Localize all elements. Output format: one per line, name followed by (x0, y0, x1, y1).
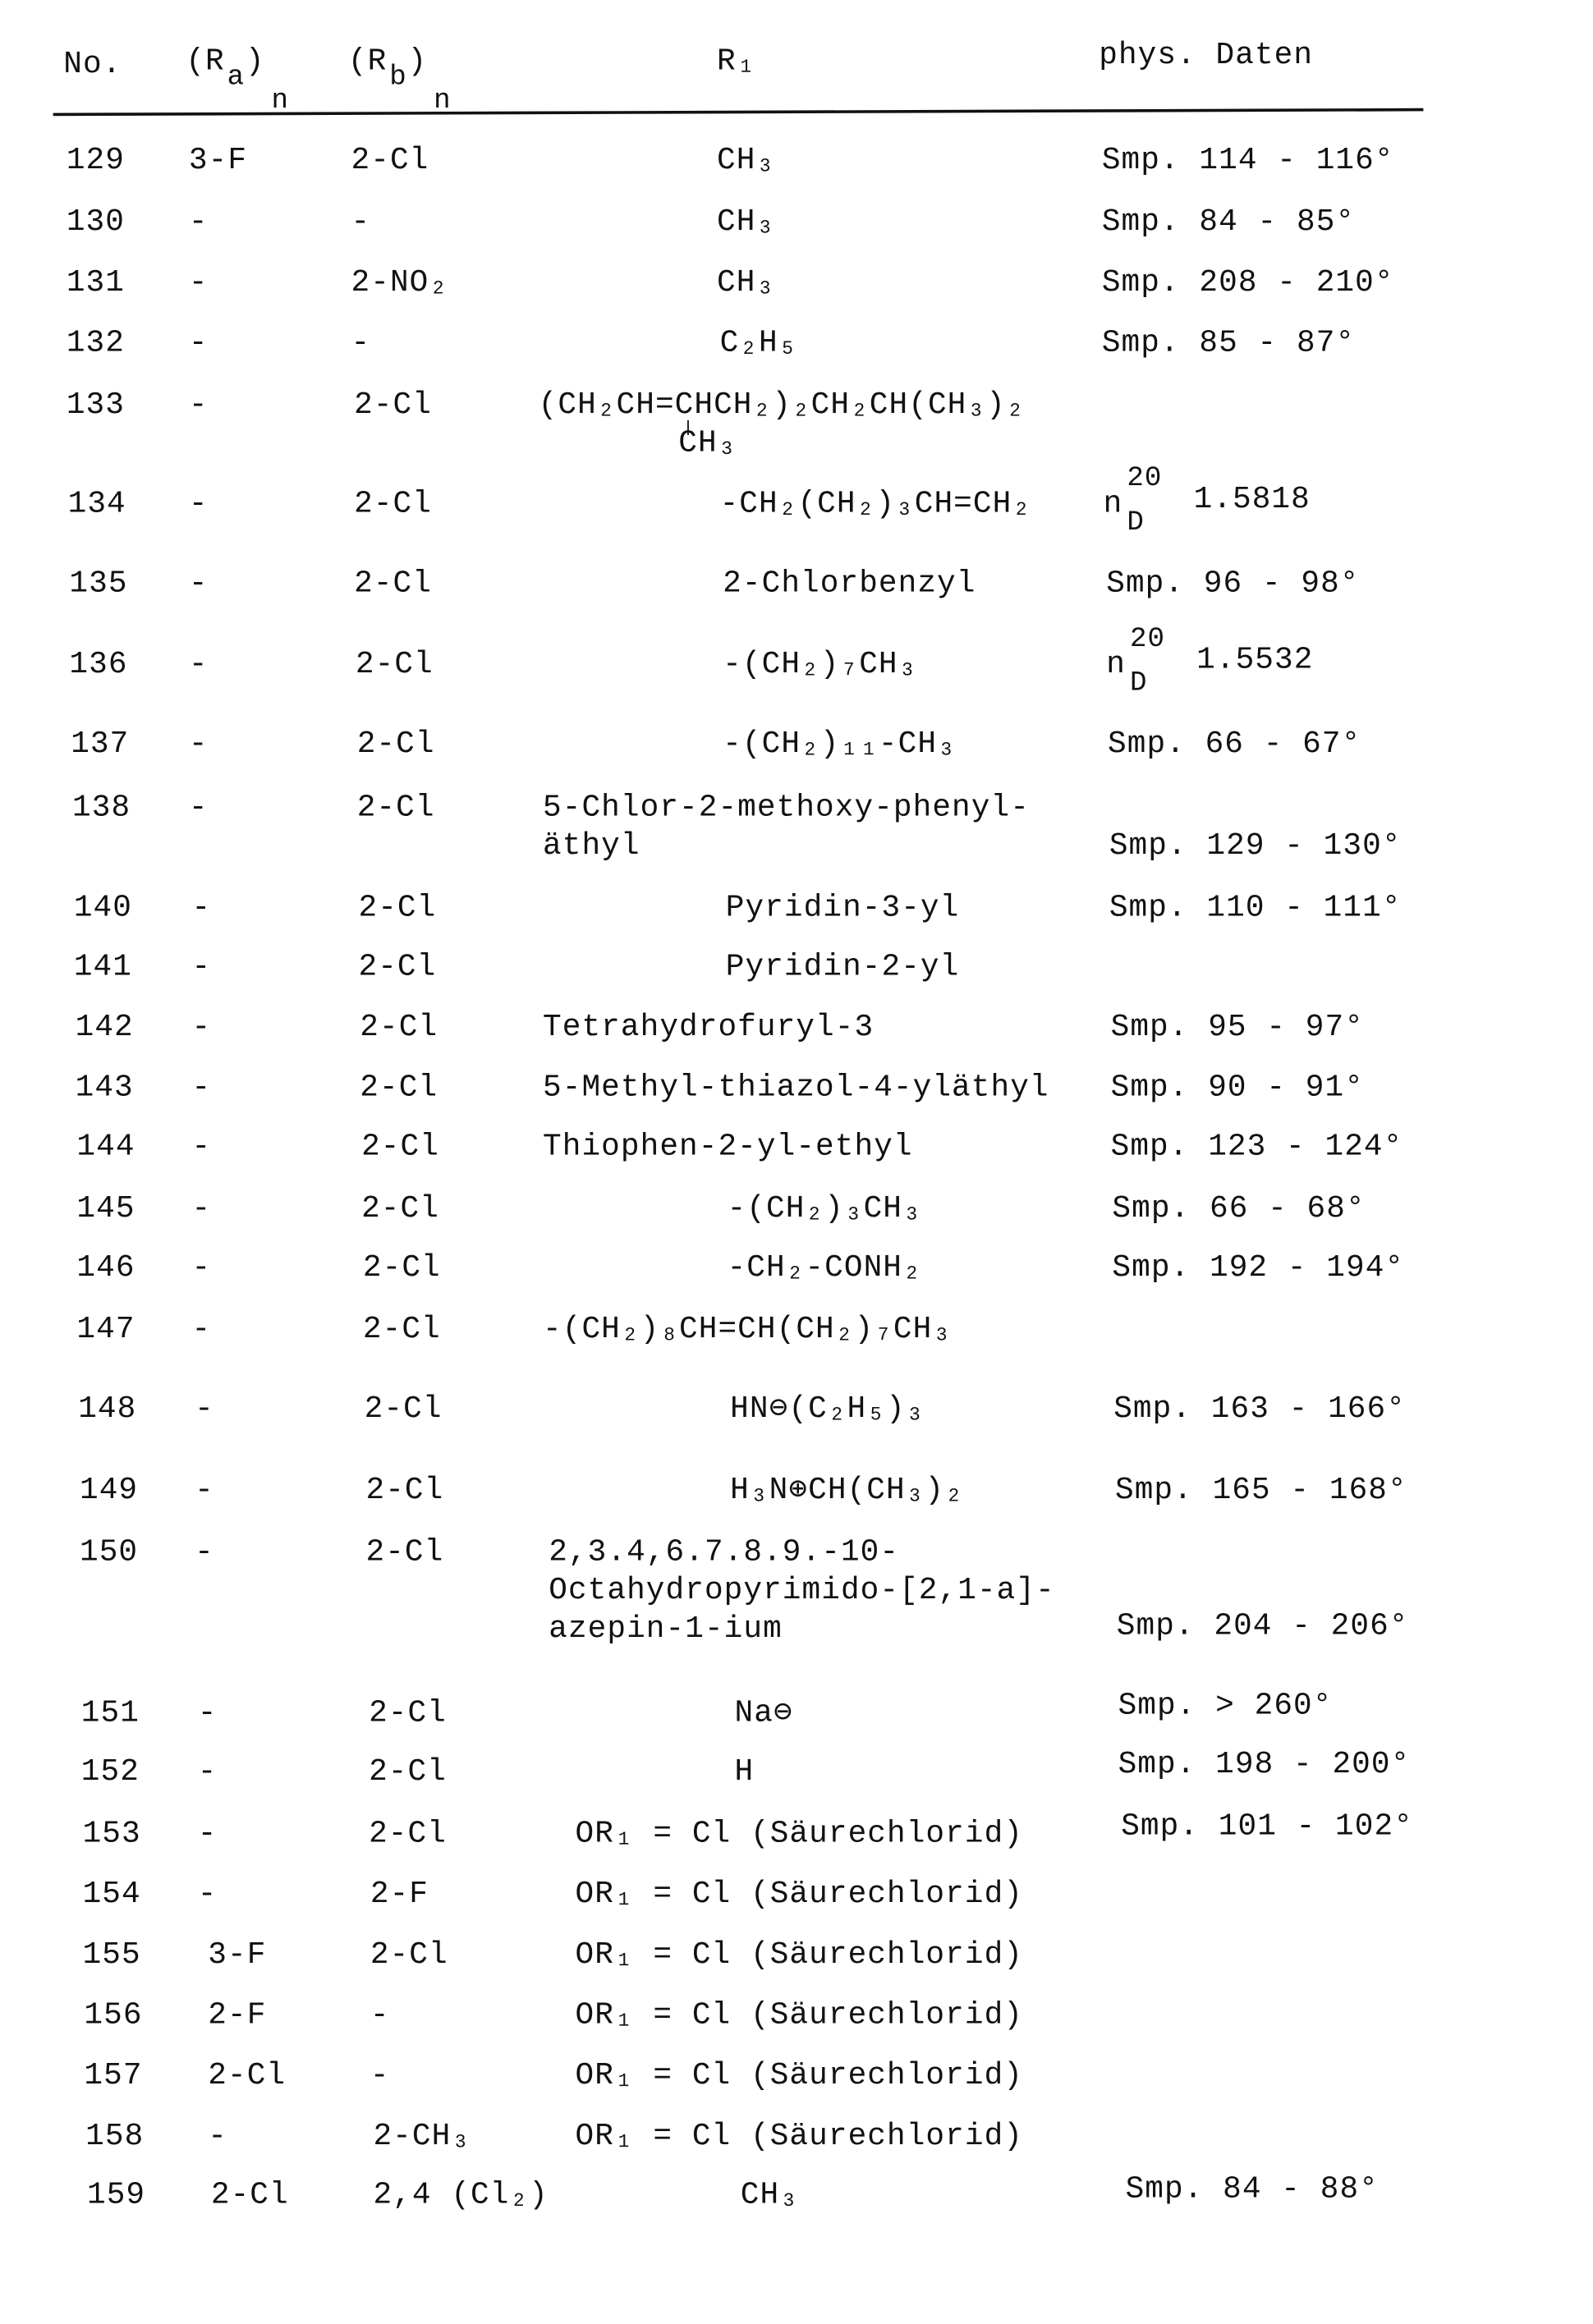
header-phys: phys. Daten (1099, 39, 1313, 77)
compound-number: 149 (80, 1474, 138, 1512)
compound-number: 151 (81, 1696, 140, 1735)
compound-number: 154 (83, 1877, 141, 1916)
rb-substituent: 2-Cl (363, 1250, 441, 1289)
header-ra-n: n (272, 89, 290, 112)
ra-substituent: - (192, 891, 212, 929)
r1-group: Octahydropyrimido-[2,1-a]- (549, 1574, 1055, 1612)
r1-group: äthyl (543, 829, 640, 868)
rb-substituent: - (351, 205, 371, 244)
ra-substituent: 2-Cl (211, 2178, 289, 2216)
ra-substituent: - (198, 1696, 218, 1735)
rb-substituent: 2-Cl (365, 1535, 443, 1574)
physical-data: Smp. 129 - 130° (1109, 829, 1402, 868)
rb-substituent: 2-Cl (369, 1817, 447, 1855)
rb-substituent: 2-Cl (354, 487, 432, 525)
compound-number: 143 (76, 1070, 134, 1109)
rb-substituent: 2,4 (Cl₂) (373, 2178, 548, 2216)
r1-group: C₂H₅ (720, 326, 798, 364)
ra-substituent: - (192, 1191, 212, 1230)
rb-substituent: - (351, 326, 371, 364)
ra-substituent: - (189, 387, 209, 426)
ra-substituent: - (189, 326, 209, 364)
ra-substituent: - (192, 950, 212, 988)
r1-group: OR₁ = Cl (Säurechlorid) (576, 1998, 1023, 2037)
physical-data: Smp. 101 - 102° (1121, 1809, 1413, 1848)
nd-value: 1.5532 (1196, 644, 1313, 678)
r1-group: 2,3.4,6.7.8.9.-10- (549, 1535, 899, 1574)
r1-group: CH₃ (678, 426, 737, 465)
compound-number: 142 (76, 1010, 134, 1048)
physical-data: Smp. 66 - 68° (1112, 1191, 1365, 1230)
rb-substituent: 2-Cl (359, 891, 437, 929)
rb-substituent: - (370, 1998, 390, 2037)
rb-substituent: 2-Cl (365, 1392, 443, 1431)
compound-number: 137 (71, 727, 129, 766)
rb-substituent: 2-Cl (354, 566, 432, 605)
compound-number: 153 (83, 1817, 141, 1855)
r1-group: H₃N⊕CH(CH₃)₂ (730, 1474, 964, 1512)
compound-number: 157 (84, 2059, 142, 2097)
rb-substituent: 2-F (370, 1877, 429, 1916)
r1-group: CH₃ (717, 265, 775, 304)
compound-number: 144 (76, 1130, 135, 1168)
nd-line: D (1130, 670, 1148, 696)
rb-substituent: 2-Cl (369, 1755, 447, 1794)
rb-substituent: 2-Cl (369, 1696, 447, 1735)
r1-group: OR₁ = Cl (Säurechlorid) (576, 2119, 1023, 2157)
compound-number: 147 (76, 1313, 135, 1351)
ra-substituent: - (192, 1313, 212, 1351)
rb-substituent: 2-Cl (356, 648, 434, 686)
header-ra-sub: a (227, 65, 246, 89)
rb-substituent: 2-Cl (370, 1937, 448, 1976)
compound-number: 133 (67, 387, 125, 426)
r1-group: azepin-1-ium (549, 1611, 783, 1650)
rb-substituent: 2-Cl (360, 1070, 438, 1109)
header-no: No. (63, 47, 122, 85)
r1-group: -CH₂(CH₂)₃CH=CH₂ (720, 487, 1031, 525)
ra-substituent: - (198, 1817, 218, 1855)
ra-substituent: - (189, 648, 209, 686)
physical-data: Smp. 110 - 111° (1109, 891, 1402, 929)
compound-number: 159 (87, 2178, 145, 2216)
ra-substituent: 3-F (189, 143, 247, 181)
nd-n: n (1106, 649, 1126, 682)
ra-substituent: - (189, 727, 209, 766)
physical-data: Smp. 85 - 87° (1102, 326, 1355, 364)
r1-group: 5-Chlor-2-methoxy-phenyl- (543, 791, 1030, 829)
compound-number: 136 (69, 648, 127, 686)
refractive-index (1106, 643, 1313, 681)
compound-number: 145 (76, 1191, 135, 1230)
r1-group: H (735, 1755, 755, 1794)
ra-substituent: - (195, 1392, 214, 1431)
r1-group: OR₁ = Cl (Säurechlorid) (576, 2059, 1023, 2097)
compound-number: 152 (81, 1755, 140, 1794)
compound-number: 138 (72, 791, 131, 829)
physical-data: Smp. 96 - 98° (1106, 566, 1359, 605)
header-ra-close: ) (246, 46, 265, 80)
ra-substituent: - (198, 1755, 218, 1794)
physical-data: Smp. 66 - 67° (1108, 727, 1361, 766)
physical-data: Smp. 84 - 85° (1102, 205, 1355, 244)
r1-group: HN⊖(C₂H₅)₃ (730, 1392, 925, 1431)
nd-temperature: 20 (1127, 465, 1162, 491)
ra-substituent: 3-F (208, 1937, 266, 1976)
ra-substituent: - (195, 1535, 214, 1574)
nd-temperature: 20 (1130, 626, 1165, 652)
r1-group: OR₁ = Cl (Säurechlorid) (576, 1817, 1023, 1855)
ra-substituent: - (189, 487, 209, 525)
r1-group: (CH₂CH=CHCH₂)₂CH₂CH(CH₃)₂ (539, 387, 1026, 426)
ra-substituent: 2-F (208, 1998, 266, 2037)
header-rb (348, 44, 427, 83)
header-r1: R₁ (717, 44, 755, 83)
header-rb-n: n (434, 89, 452, 112)
r1-group: Tetrahydrofuryl-3 (543, 1010, 874, 1048)
physical-data: Smp. 84 - 88° (1126, 2172, 1379, 2211)
physical-data: Smp. 123 - 124° (1111, 1130, 1403, 1168)
rb-substituent: 2-NO₂ (351, 265, 449, 304)
physical-data: Smp. 114 - 116° (1102, 143, 1394, 181)
ra-substituent: - (192, 1010, 212, 1048)
r1-group: -(CH₂)₁₁-CH₃ (723, 727, 957, 766)
rb-substituent: 2-Cl (354, 387, 432, 426)
rb-substituent: 2-Cl (359, 950, 437, 988)
ra-substituent: - (208, 2119, 227, 2157)
compound-number: 131 (67, 265, 125, 304)
r1-group: -CH₂-CONH₂ (728, 1250, 922, 1289)
rb-substituent: 2-Cl (357, 727, 435, 766)
ra-substituent: - (189, 566, 209, 605)
physical-data: Smp. 165 - 168° (1115, 1474, 1407, 1512)
ra-substituent: - (192, 1070, 212, 1109)
r1-group: 2-Chlorbenzyl (723, 566, 976, 605)
compound-number: 150 (80, 1535, 138, 1574)
refractive-index (1104, 482, 1311, 520)
physical-data: Smp. 90 - 91° (1111, 1070, 1364, 1109)
physical-data: Smp. 192 - 194° (1112, 1250, 1404, 1289)
rb-substituent: 2-Cl (351, 143, 429, 181)
ra-substituent: - (198, 1877, 218, 1916)
compound-number: 140 (74, 891, 132, 929)
ra-substituent: 2-Cl (208, 2059, 286, 2097)
rb-substituent: 2-Cl (361, 1191, 439, 1230)
ra-substituent: - (192, 1250, 212, 1289)
rb-substituent: 2-CH₃ (373, 2119, 471, 2157)
r1-group: -(CH₂)₇CH₃ (723, 648, 917, 686)
compound-table-page (0, 0, 1593, 2324)
rb-substituent: 2-Cl (360, 1010, 438, 1048)
compound-number: 130 (67, 205, 125, 244)
ra-substituent: - (189, 265, 209, 304)
physical-data: Smp. 204 - 206° (1117, 1609, 1409, 1648)
ra-substituent: - (189, 205, 209, 244)
compound-number: 141 (74, 950, 132, 988)
ra-substituent: - (195, 1474, 214, 1512)
r1-group: CH₃ (741, 2178, 799, 2216)
r1-group: OR₁ = Cl (Säurechlorid) (576, 1937, 1023, 1976)
compound-number: 134 (68, 487, 126, 525)
physical-data: Smp. > 260° (1118, 1689, 1333, 1727)
ra-substituent: - (192, 1130, 212, 1168)
compound-number: 135 (69, 566, 127, 605)
r1-group: Pyridin-2-yl (726, 950, 960, 988)
r1-group: Na⊖ (735, 1696, 793, 1735)
compound-number: 132 (67, 326, 125, 364)
physical-data: Smp. 163 - 166° (1113, 1392, 1406, 1431)
compound-number: 155 (83, 1937, 141, 1976)
rb-substituent: 2-Cl (365, 1474, 443, 1512)
compound-number: 158 (85, 2119, 144, 2157)
header-ra-open: (R (186, 46, 224, 80)
compound-number: 156 (84, 1998, 142, 2037)
physical-data: Smp. 208 - 210° (1102, 265, 1394, 304)
compound-number: 129 (67, 143, 125, 181)
r1-group: OR₁ = Cl (Säurechlorid) (576, 1877, 1023, 1916)
header-ra (186, 44, 264, 83)
r1-group: CH₃ (717, 143, 775, 181)
rb-substituent: 2-Cl (363, 1313, 441, 1351)
header-rb-open: (R (348, 46, 387, 80)
nd-n: n (1104, 488, 1123, 522)
header-divider (53, 108, 1424, 116)
r1-group: 5-Methyl-thiazol-4-yläthyl (543, 1070, 1049, 1109)
r1-group: Thiophen-2-yl-ethyl (543, 1130, 913, 1168)
r1-group: -(CH₂)₈CH=CH(CH₂)₇CH₃ (543, 1313, 952, 1351)
nd-line: D (1127, 509, 1145, 535)
r1-group: -(CH₂)₃CH₃ (728, 1191, 922, 1230)
rb-substituent: 2-Cl (361, 1130, 439, 1168)
compound-number: 146 (76, 1250, 135, 1289)
ra-substituent: - (189, 791, 209, 829)
physical-data: Smp. 95 - 97° (1111, 1010, 1364, 1048)
r1-group: CH₃ (717, 205, 775, 244)
header-rb-sub: b (389, 65, 407, 89)
rb-substituent: 2-Cl (357, 791, 435, 829)
compound-number: 148 (78, 1392, 136, 1431)
physical-data: Smp. 198 - 200° (1118, 1748, 1411, 1786)
r1-group: Pyridin-3-yl (726, 891, 960, 929)
nd-value: 1.5818 (1194, 484, 1311, 517)
header-rb-close: ) (408, 46, 428, 80)
rb-substituent: - (370, 2059, 390, 2097)
